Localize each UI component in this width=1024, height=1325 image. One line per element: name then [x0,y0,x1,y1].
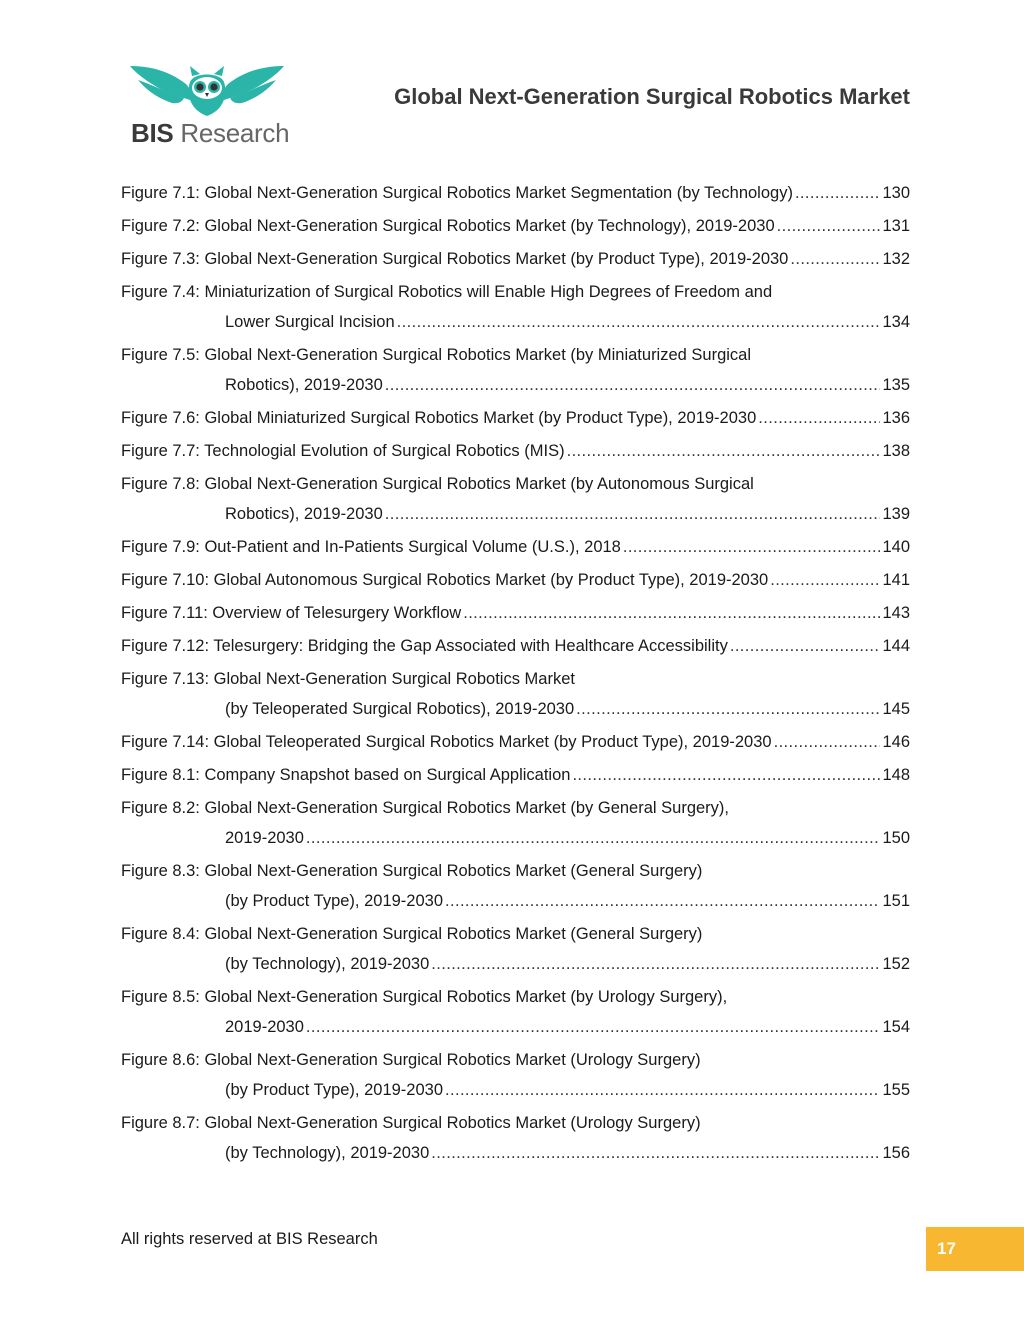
dot-leader [431,949,880,979]
dot-leader [445,1075,880,1105]
toc-entry-title: Figure 7.7: Technologial Evolution of Surgical Robotics (MIS) [121,442,565,460]
toc-entry-title: Figure 7.2: Global Next-Generation Surgical Robotics Market (by Technology), 2019-2030 [121,217,775,235]
dot-leader [385,499,881,529]
toc-entry[interactable] [121,532,910,562]
toc-entry[interactable] [121,919,910,979]
toc-entry-title-continued: (by Technology), 2019-2030 [225,1144,430,1162]
toc-entry-title: Figure 8.1: Company Snapshot based on Surgical Application [121,766,571,784]
toc-entry-title: Figure 7.13: Global Next-Generation Surgical Robotics Market [121,670,575,688]
toc-entry-title: Figure 7.1: Global Next-Generation Surgical Robotics Market Segmentation (by Technology) [121,184,793,202]
toc-entry-title: Figure 7.4: Miniaturization of Surgical Robotics will Enable High Degrees of Freedom and [121,283,773,301]
toc-entry[interactable] [121,565,910,595]
copyright-notice: All rights reserved at BIS Research [121,1230,378,1248]
toc-entry-title: Figure 7.12: Telesurgery: Bridging the Gap Associated with Healthcare Accessibility [121,637,728,655]
toc-entry-page: 150 [882,829,910,847]
toc-entry-title-continued: (by Technology), 2019-2030 [225,955,430,973]
toc-entry-page: 145 [882,700,910,718]
toc-entry[interactable] [121,1108,910,1168]
toc-entry-page: 134 [882,313,910,331]
toc-entry-title-continued: Lower Surgical Incision [225,313,395,331]
toc-entry-title-continued: (by Product Type), 2019-2030 [225,1081,443,1099]
dot-leader [758,403,880,433]
document-title: Global Next-Generation Surgical Robotics Market [394,84,910,109]
dot-leader [445,886,880,916]
page-number: 17 [937,1239,956,1258]
toc-entry-page: 144 [882,637,910,655]
toc-entry-page: 136 [882,409,910,427]
toc-entry-title-continued: Robotics), 2019-2030 [225,376,383,394]
page-header [0,0,1024,170]
toc-entry[interactable] [121,211,910,241]
toc-entry-title-continued: 2019-2030 [225,1018,304,1036]
toc-entry-page: 148 [882,766,910,784]
dot-leader [623,532,881,562]
dot-leader [397,307,881,337]
list-of-figures [121,178,910,1168]
toc-entry-page: 151 [882,892,910,910]
dot-leader [770,565,880,595]
dot-leader [795,178,881,208]
toc-entry-page: 138 [882,442,910,460]
toc-entry-page: 131 [882,217,910,235]
toc-entry-title: Figure 7.3: Global Next-Generation Surgical Robotics Market (by Product Type), 2019-2030 [121,250,789,268]
toc-entry-title: Figure 8.5: Global Next-Generation Surgical Robotics Market (by Urology Surgery), [121,988,728,1006]
toc-entry[interactable] [121,178,910,208]
dot-leader [306,1012,881,1042]
toc-entry[interactable] [121,793,910,853]
toc-entry-page: 139 [882,505,910,523]
dot-leader [790,244,880,274]
toc-entry-page: 154 [882,1018,910,1036]
dot-leader [463,598,880,628]
toc-entry[interactable] [121,277,910,337]
dot-leader [431,1138,880,1168]
toc-entry-title: Figure 7.10: Global Autonomous Surgical Robotics Market (by Product Type), 2019-2030 [121,571,769,589]
toc-entry[interactable] [121,631,910,661]
toc-entry[interactable] [121,340,910,400]
toc-entry[interactable] [121,436,910,466]
toc-entry[interactable] [121,664,910,724]
dot-leader [572,760,880,790]
toc-entry-title-continued: (by Product Type), 2019-2030 [225,892,443,910]
logo-wordmark: BIS Research [131,118,290,148]
owl-icon [128,62,288,118]
toc-entry[interactable] [121,403,910,433]
toc-entry[interactable] [121,856,910,916]
toc-entry-page: 130 [882,184,910,202]
toc-entry-title: Figure 8.3: Global Next-Generation Surgical Robotics Market (General Surgery) [121,862,703,880]
toc-entry-title: Figure 7.5: Global Next-Generation Surgical Robotics Market (by Miniaturized Surgical [121,346,752,364]
toc-entry-title-continued: 2019-2030 [225,829,304,847]
toc-entry[interactable] [121,598,910,628]
dot-leader [306,823,881,853]
toc-entry-page: 132 [882,250,910,268]
toc-entry-title: Figure 8.6: Global Next-Generation Surgical Robotics Market (Urology Surgery) [121,1051,701,1069]
toc-entry-title: Figure 8.2: Global Next-Generation Surgical Robotics Market (by General Surgery), [121,799,730,817]
toc-entry-page: 156 [882,1144,910,1162]
toc-entry-page: 152 [882,955,910,973]
toc-entry-title: Figure 8.4: Global Next-Generation Surgical Robotics Market (General Surgery) [121,925,703,943]
toc-entry-title-continued: (by Teleoperated Surgical Robotics), 2019-2030 [225,700,575,718]
toc-entry-title: Figure 7.11: Overview of Telesurgery Workflow [121,604,462,622]
bis-research-logo [128,62,288,152]
toc-entry-title: Figure 7.8: Global Next-Generation Surgical Robotics Market (by Autonomous Surgical [121,475,754,493]
dot-leader [774,727,881,757]
toc-entry-title: Figure 7.9: Out-Patient and In-Patients Surgical Volume (U.S.), 2018 [121,538,621,556]
toc-entry[interactable] [121,1045,910,1105]
toc-entry-page: 135 [882,376,910,394]
toc-entry-title-continued: Robotics), 2019-2030 [225,505,383,523]
toc-entry-title: Figure 7.14: Global Teleoperated Surgical Robotics Market (by Product Type), 2019-2030 [121,733,772,751]
toc-entry[interactable] [121,244,910,274]
toc-entry[interactable] [121,760,910,790]
toc-entry-page: 140 [882,538,910,556]
toc-entry-page: 155 [882,1081,910,1099]
toc-entry[interactable] [121,727,910,757]
toc-entry-page: 141 [882,571,910,589]
dot-leader [576,694,880,724]
dot-leader [567,436,881,466]
dot-leader [385,370,881,400]
toc-entry-page: 143 [882,604,910,622]
toc-entry-page: 146 [882,733,910,751]
dot-leader [777,211,881,241]
toc-entry-title: Figure 7.6: Global Miniaturized Surgical Robotics Market (by Product Type), 2019-2030 [121,409,757,427]
toc-entry-title: Figure 8.7: Global Next-Generation Surgical Robotics Market (Urology Surgery) [121,1114,701,1132]
dot-leader [730,631,881,661]
page-number-badge [926,1227,1024,1271]
toc-entry[interactable] [121,469,910,529]
toc-entry[interactable] [121,982,910,1042]
